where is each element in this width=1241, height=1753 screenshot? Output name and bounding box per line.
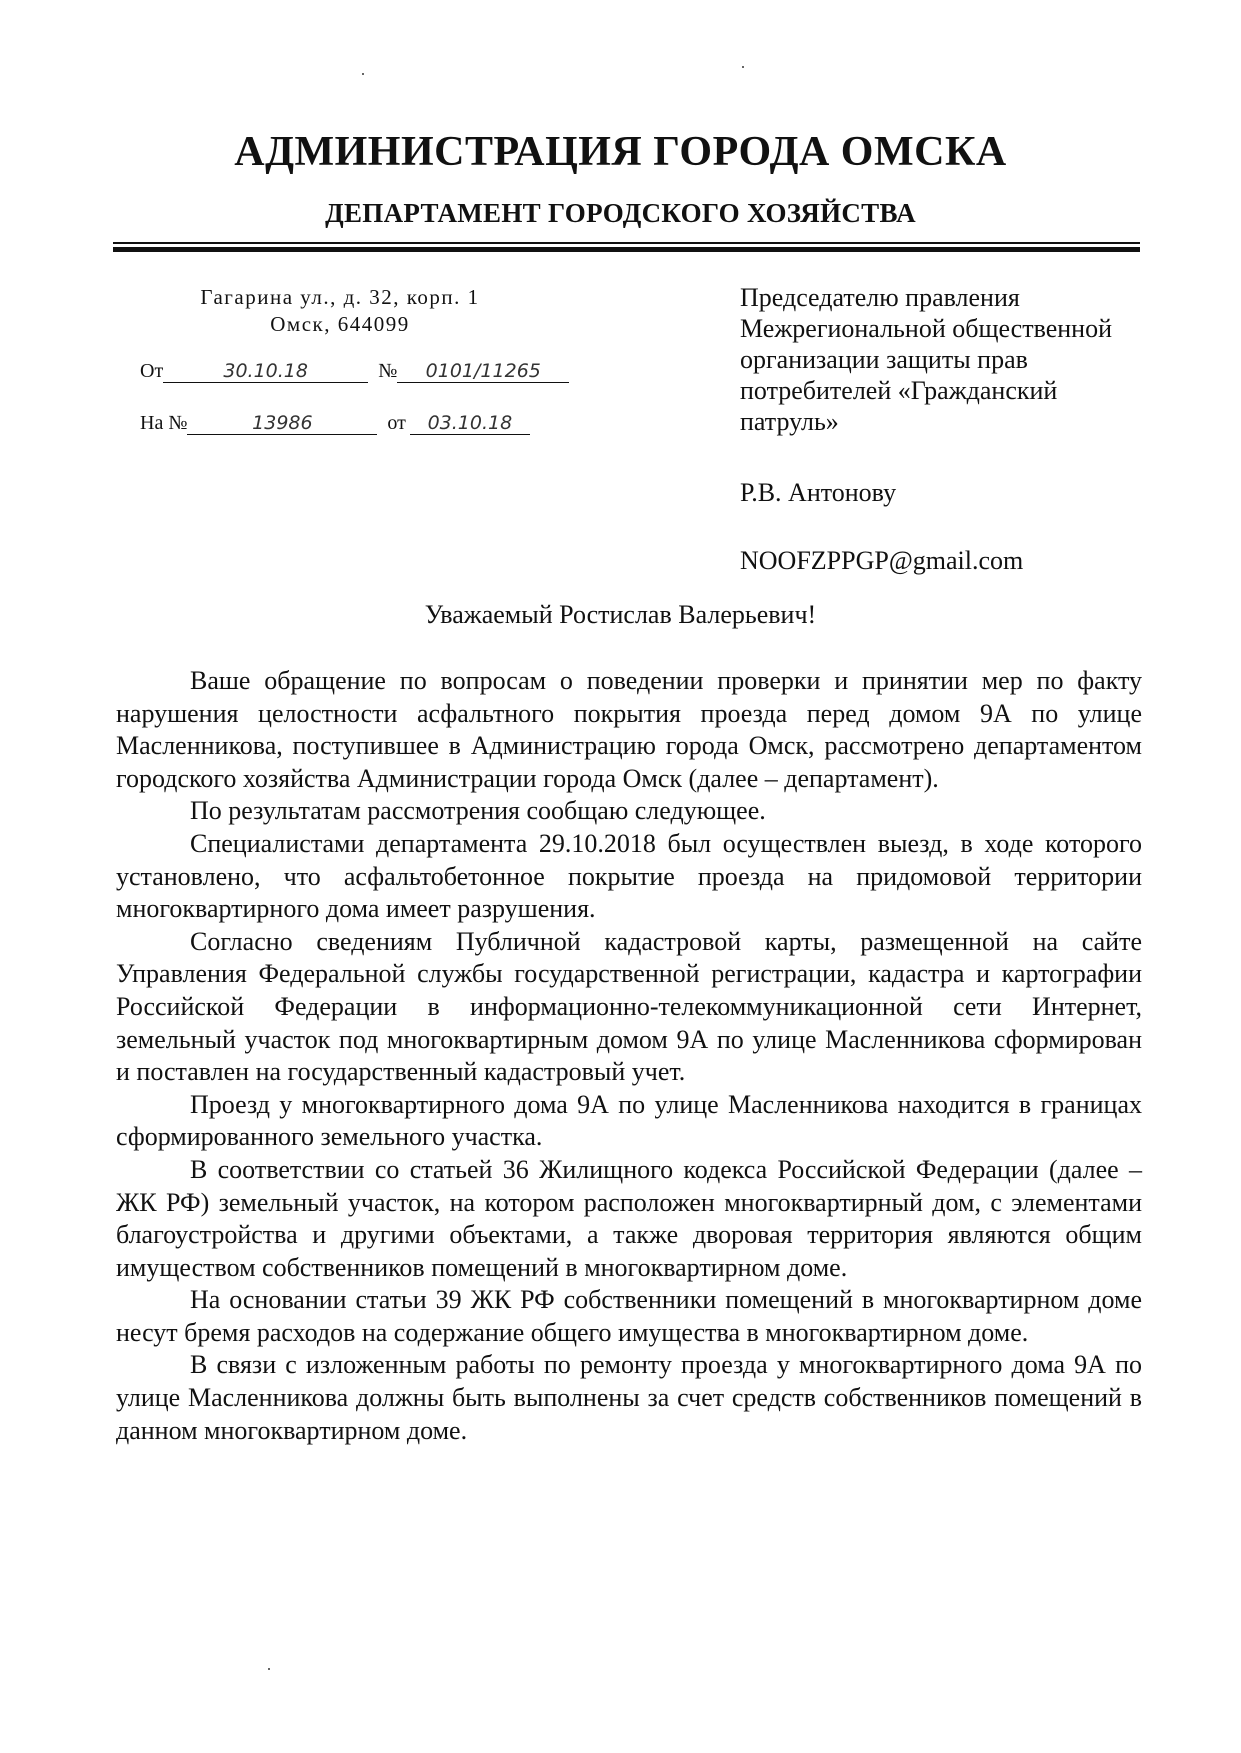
- letterhead-title: АДМИНИСТРАЦИЯ ГОРОДА ОМСКА: [234, 129, 1007, 175]
- incoming-reference: [140, 412, 530, 435]
- number-label: №: [378, 360, 398, 382]
- recipient-line: Председателю правления: [740, 283, 1020, 312]
- greeting: Уважаемый Ростислав Валерьевич!: [424, 600, 817, 629]
- letterhead-subtitle: ДЕПАРТАМЕНТ ГОРОДСКОГО ХОЗЯЙСТВА: [325, 198, 916, 228]
- recipient-line: патруль»: [740, 407, 839, 436]
- recipient-line: Межрегиональной общественной: [740, 314, 1112, 343]
- recipient-email: NOOFZPPGP@gmail.com: [740, 546, 1024, 575]
- body-paragraph: В соответствии со статьей 36 Жилищного кодекса Российской Федерации (далее – ЖК РФ) земельный участок, на котором расположен многоквартирный дом, с элементами благоустройства и другими объектами, а также дворовая территория являются общим имуществом собственников помещений в многоквартирном доме.: [116, 1154, 1142, 1282]
- sender-address-line-2: Омск, 644099: [270, 312, 410, 336]
- of-date-label: от: [387, 412, 406, 434]
- body-paragraph: Специалистами департамента 29.10.2018 был осуществлен выезд, в ходе которого установлено, что асфальтобетонное покрытие проезда на придомовой территории многоквартирного дома имеет разрушения.: [116, 828, 1142, 924]
- body-paragraph: В связи с изложенным работы по ремонту проезда у многоквартирного дома 9А по улице Масленникова должны быть выполнены за счет средств собственников помещений в данном многоквартирном доме.: [116, 1350, 1142, 1445]
- scan-speck: [742, 66, 744, 68]
- letterhead-divider-thin: [113, 242, 1140, 244]
- recipient-name: Р.В. Антонову: [740, 478, 897, 507]
- letter-body: [116, 665, 1142, 1447]
- scan-speck: [362, 73, 364, 75]
- incoming-date: 03.10.18: [410, 412, 530, 435]
- outgoing-date: 30.10.18: [163, 360, 368, 383]
- incoming-number: 13986: [187, 412, 377, 435]
- recipient-block: [740, 282, 1160, 437]
- on-number-label: На №: [140, 412, 188, 434]
- sender-address-line-1: Гагарина ул., д. 32, корп. 1: [200, 285, 480, 309]
- body-paragraph: По результатам рассмотрения сообщаю следующее.: [190, 796, 766, 826]
- body-paragraph: Проезд у многоквартирного дома 9А по улице Масленникова находится в границах сформированного земельного участка.: [116, 1089, 1142, 1152]
- letterhead-divider-thick: [113, 247, 1140, 252]
- recipient-line: организации защиты прав: [740, 345, 1028, 374]
- outgoing-number: 0101/11265: [397, 360, 569, 383]
- scan-speck: [268, 1668, 270, 1670]
- outgoing-reference: [140, 360, 569, 383]
- body-paragraph: Согласно сведениям Публичной кадастровой карты, размещенной на сайте Управления Федеральной службы государственной регистрации, кадастра и картографии Российской Федерации в информационно-телекоммуникационной сети Интернет, земельный участок под многоквартирным домом 9А по улице Масленникова сформирован и поставлен на государственный кадастровый учет.: [116, 926, 1142, 1087]
- body-paragraph: На основании статьи 39 ЖК РФ собственники помещений в многоквартирном доме несут бремя расходов на содержание общего имущества в многоквартирном доме.: [116, 1285, 1142, 1347]
- from-label: От: [140, 360, 164, 382]
- body-paragraph: Ваше обращение по вопросам о поведении проверки и принятии мер по факту нарушения целостности асфальтного покрытия проезда перед домом 9А по улице Масленникова, поступившее в Администрацию города Омск, рассмотрено департаментом городского хозяйства Администрации города Омск (далее – департамент).: [116, 666, 1142, 793]
- recipient-line: потребителей «Гражданский: [740, 376, 1058, 405]
